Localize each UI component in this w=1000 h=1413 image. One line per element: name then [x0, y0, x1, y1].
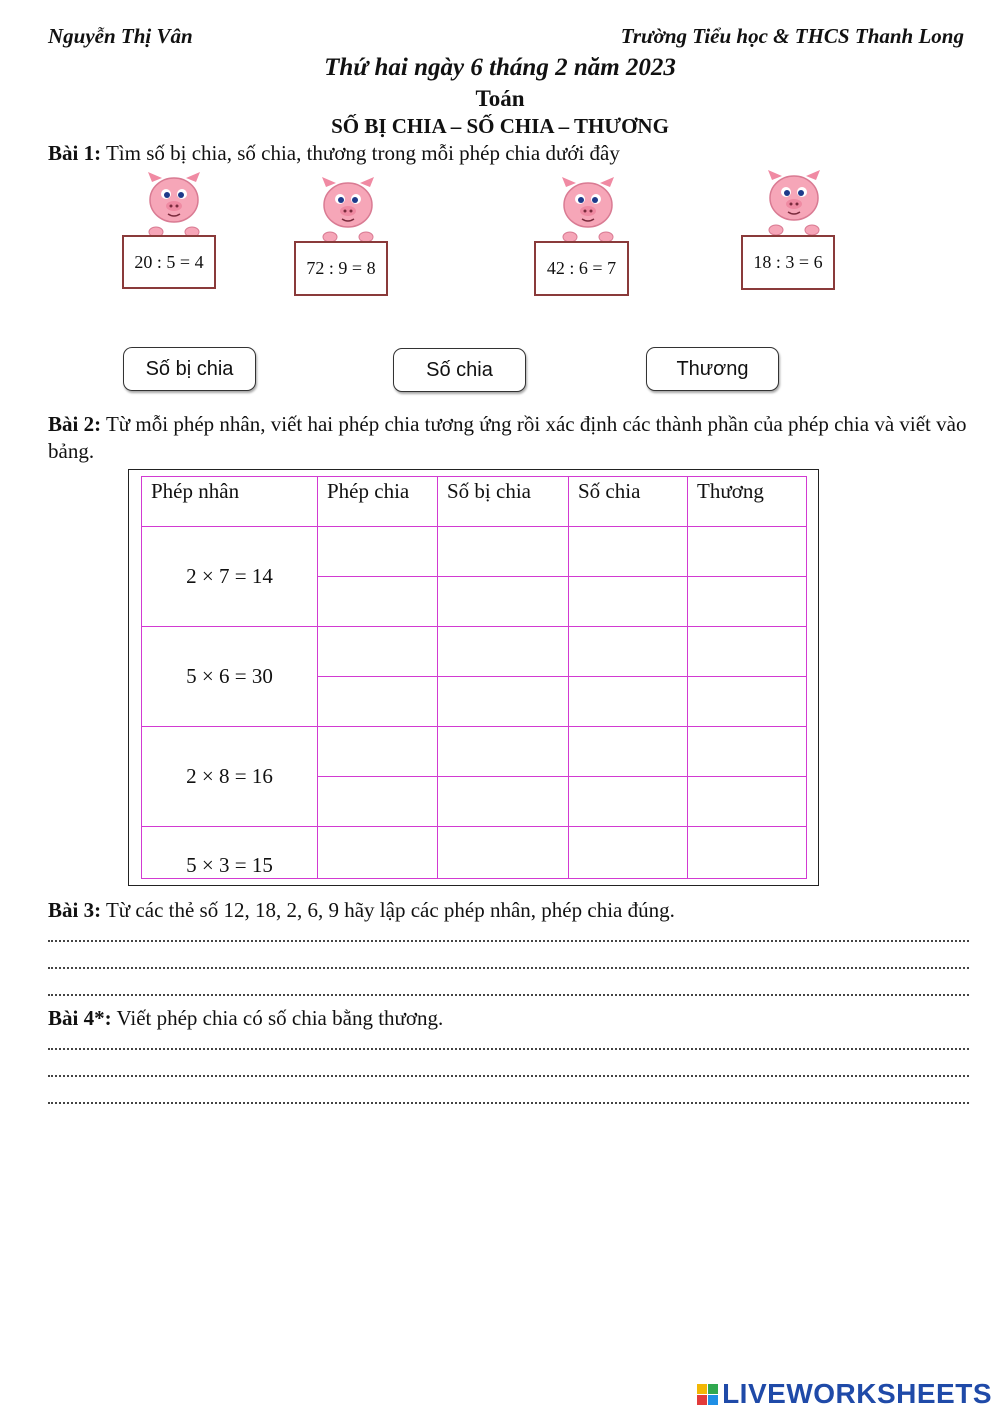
answer-cell[interactable]: [688, 577, 807, 627]
drop-target-thuong[interactable]: Thương: [646, 347, 779, 391]
multiplication-cell: 5 × 6 = 30: [142, 627, 318, 727]
pig-icon: [316, 175, 380, 247]
multiplication-cell: 2 × 8 = 16: [142, 727, 318, 827]
answer-cell[interactable]: [318, 527, 438, 577]
column-header: Số chia: [569, 477, 688, 527]
division-card[interactable]: 18 : 3 = 6: [741, 235, 835, 290]
answer-line[interactable]: [48, 1048, 969, 1050]
division-card[interactable]: 42 : 6 = 7: [534, 241, 629, 296]
answer-line[interactable]: [48, 1102, 969, 1104]
bai2-label: Bài 2:: [48, 412, 102, 436]
bai4-text: Viết phép chia có số chia bằng thương.: [116, 1006, 444, 1030]
answer-line[interactable]: [48, 940, 969, 942]
pig-icon: [142, 170, 206, 242]
answer-cell[interactable]: [438, 577, 569, 627]
answer-line[interactable]: [48, 1075, 969, 1077]
subject-title: Toán: [475, 86, 525, 111]
answer-cell[interactable]: [569, 577, 688, 627]
division-card[interactable]: 20 : 5 = 4: [122, 235, 216, 289]
answer-cell[interactable]: [318, 627, 438, 677]
column-header: Số bị chia: [438, 477, 569, 527]
table-row: [142, 527, 807, 577]
liveworksheets-logo: [697, 1378, 992, 1410]
answer-line[interactable]: [48, 994, 969, 996]
answer-cell[interactable]: [688, 777, 807, 827]
table-row: [142, 727, 807, 777]
answer-cell[interactable]: [569, 527, 688, 577]
table-row: [142, 827, 807, 879]
bai4-instruction: [48, 1006, 443, 1031]
answer-cell[interactable]: [318, 577, 438, 627]
column-header: Phép nhân: [142, 477, 318, 527]
division-table: [141, 476, 807, 879]
answer-cell[interactable]: [688, 527, 807, 577]
answer-cell[interactable]: [688, 727, 807, 777]
column-header: Thương: [688, 477, 807, 527]
answer-cell[interactable]: [438, 677, 569, 727]
answer-line[interactable]: [48, 967, 969, 969]
answer-cell[interactable]: [438, 827, 569, 879]
date-line: Thứ hai ngày 6 tháng 2 năm 2023: [324, 54, 676, 81]
multiplication-cell: 2 × 7 = 14: [142, 527, 318, 627]
brand-text: LIVEWORKSHEETS: [722, 1378, 992, 1409]
table-header-row: [142, 477, 807, 527]
multiplication-cell: 5 × 3 = 15: [142, 827, 318, 879]
answer-cell[interactable]: [569, 777, 688, 827]
pig-icon: [556, 175, 620, 247]
bai1-label: Bài 1:: [48, 141, 102, 165]
bai4-label: Bài 4*:: [48, 1006, 112, 1030]
answer-cell[interactable]: [569, 827, 688, 879]
bai1-instruction: [48, 141, 620, 166]
answer-cell[interactable]: [318, 727, 438, 777]
answer-cell[interactable]: [318, 677, 438, 727]
answer-cell[interactable]: [438, 777, 569, 827]
bai3-text: Từ các thẻ số 12, 18, 2, 6, 9 hãy lập các phép nhân, phép chia đúng.: [105, 898, 675, 922]
column-header: Phép chia: [318, 477, 438, 527]
bai2-instruction: [48, 411, 973, 465]
drop-target-so-bi-chia[interactable]: Số bị chia: [123, 347, 256, 391]
bai3-label: Bài 3:: [48, 898, 102, 922]
pig-icon: [762, 168, 826, 240]
answer-cell[interactable]: [438, 727, 569, 777]
answer-cell[interactable]: [688, 827, 807, 879]
bai1-text: Tìm số bị chia, số chia, thương trong mỗi phép chia dưới đây: [105, 141, 620, 165]
author-name: Nguyễn Thị Vân: [48, 24, 193, 48]
answer-cell[interactable]: [438, 627, 569, 677]
school-name: Trường Tiểu học & THCS Thanh Long: [620, 24, 964, 48]
table-row: [142, 627, 807, 677]
bai2-text: Từ mỗi phép nhân, viết hai phép chia tương ứng rồi xác định các thành phần của phép chia và viết vào bảng.: [48, 412, 967, 463]
answer-cell[interactable]: [569, 627, 688, 677]
answer-cell[interactable]: [688, 627, 807, 677]
bai3-instruction: [48, 898, 675, 923]
answer-cell[interactable]: [688, 677, 807, 727]
answer-cell[interactable]: [569, 677, 688, 727]
answer-cell[interactable]: [569, 727, 688, 777]
answer-cell[interactable]: [318, 777, 438, 827]
drop-target-so-chia[interactable]: Số chia: [393, 348, 526, 392]
answer-cell[interactable]: [438, 527, 569, 577]
logo-blocks-icon: [697, 1384, 718, 1405]
answer-cell[interactable]: [318, 827, 438, 879]
division-card[interactable]: 72 : 9 = 8: [294, 241, 388, 296]
lesson-title: SỐ BỊ CHIA – SỐ CHIA – THƯƠNG: [331, 114, 669, 138]
